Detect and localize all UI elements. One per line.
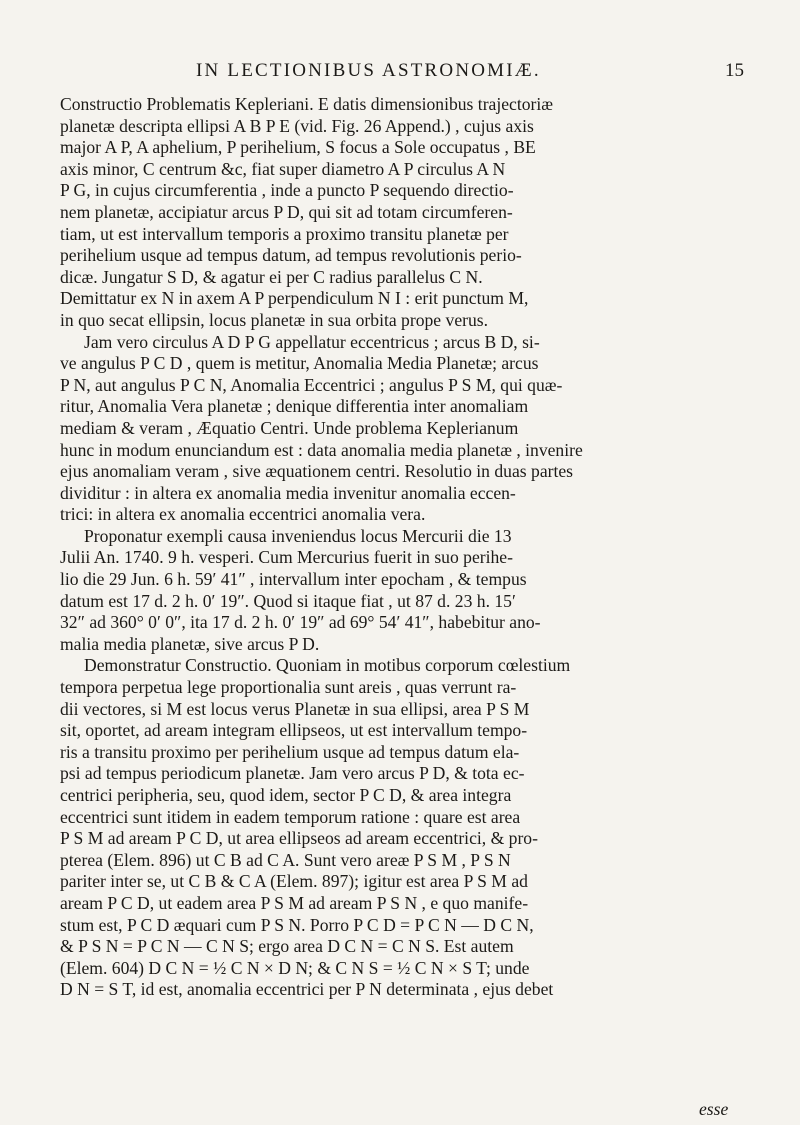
body-text — [60, 94, 760, 1001]
text-line: dii vectores, si M est locus verus Planetæ in sua ellipsi, area P S M — [60, 698, 530, 719]
text-line: P N, aut angulus P C N, Anomalia Eccentrici ; angulus P S M, qui quæ- — [60, 374, 563, 395]
text-line: eccentrici sunt itidem in eadem temporum ratione : quare est area — [60, 806, 521, 827]
page-header — [0, 60, 800, 90]
text-line: dicæ. Jungatur S D, & agatur ei per C radius parallelus C N. — [60, 266, 483, 287]
page-number: 15 — [725, 60, 744, 81]
text-line: trici: in altera ex anomalia eccentrici anomalia vera. — [60, 504, 426, 525]
text-line: (Elem. 604) D C N = ½ C N × D N; & C N S = ½ C N × S T; unde — [60, 957, 530, 978]
text-line: tiam, ut est intervallum temporis a proximo transitu planetæ per — [60, 223, 509, 244]
text-line: Jam vero circulus A D P G appellatur eccentricus ; arcus B D, si- — [84, 331, 540, 352]
text-line: axis minor, C centrum &c, fiat super diametro A P circulus A N — [60, 158, 506, 179]
text-line: D N = S T, id est, anomalia eccentrici per P N determinata , ejus debet — [60, 979, 554, 1000]
text-line: lio die 29 Jun. 6 h. 59′ 41″ , intervallum inter epocham , & tempus — [60, 569, 527, 590]
text-line: centrici peripheria, seu, quod idem, sector P C D, & area integra — [60, 785, 512, 805]
text-line: Proponatur exempli causa inveniendus locus Mercurii die 13 — [84, 525, 512, 546]
text-line: mediam & veram , Æquatio Centri. Unde problema Keplerianum — [60, 417, 519, 438]
text-line: ris a transitu proximo per perihelium usque ad tempus datum ela- — [60, 741, 520, 762]
text-line: malia media planetæ, sive arcus P D. — [60, 633, 320, 654]
text-line: sit, oportet, ad aream integram ellipseos, ut est intervallum tempo- — [60, 720, 528, 741]
text-line: ritur, Anomalia Vera planetæ ; denique differentia inter anomaliam — [60, 396, 529, 417]
text-line: hunc in modum enunciandum est : data anomalia media planetæ , invenire — [60, 439, 583, 460]
text-line: stum est, P C D æquari cum P S N. Porro P C D = P C N — D C N, — [60, 914, 534, 935]
text-line: planetæ descripta ellipsi A B P E (vid. Fig. 26 Append.) , cujus axis — [60, 115, 534, 136]
text-line: pterea (Elem. 896) ut C B ad C A. Sunt vero areæ P S M , P S N — [60, 849, 511, 870]
text-line: psi ad tempus periodicum planetæ. Jam vero arcus P D, & tota ec- — [60, 763, 525, 784]
text-line: & P S N = P C N — C N S; ergo area D C N = C N S. Est autem — [60, 936, 514, 957]
text-line: Julii An. 1740. 9 h. vesperi. Cum Mercurius fuerit in suo perihe- — [60, 547, 513, 568]
text-line: tempora perpetua lege proportionalia sunt areis , quas verrunt ra- — [60, 677, 517, 698]
catchword: esse — [699, 1099, 729, 1119]
text-line: perihelium usque ad tempus datum, ad tempus revolutionis perio- — [60, 245, 522, 266]
text-line: Constructio Problematis Kepleriani. E datis dimensionibus trajectoriæ — [60, 94, 554, 114]
text-line: major A P, A aphelium, P perihelium, S focus a Sole occupatus , BE — [60, 137, 536, 158]
running-title: IN LECTIONIBUS ASTRONOMIÆ. — [196, 60, 541, 81]
text-line: Demonstratur Constructio. Quoniam in motibus corporum cœlestium — [84, 655, 571, 676]
text-line: pariter inter se, ut C B & C A (Elem. 897); igitur est area P S M ad — [60, 871, 528, 892]
text-line: P G, in cujus circumferentia , inde a puncto P sequendo directio- — [60, 180, 514, 201]
text-line: datum est 17 d. 2 h. 0′ 19″. Quod si itaque fiat , ut 87 d. 23 h. 15′ — [60, 590, 516, 611]
text-line: nem planetæ, accipiatur arcus P D, qui sit ad totam circumferen- — [60, 201, 513, 222]
text-line: aream P C D, ut eadem area P S M ad aream P S N , e quo manife- — [60, 892, 529, 913]
text-line: in quo secat ellipsin, locus planetæ in sua orbita prope verus. — [60, 309, 489, 330]
text-line: ve angulus P C D , quem is metitur, Anomalia Media Planetæ; arcus — [60, 353, 539, 374]
text-line: Demittatur ex N in axem A P perpendiculum N I : erit punctum M, — [60, 288, 529, 309]
text-line: 32″ ad 360° 0′ 0″, ita 17 d. 2 h. 0′ 19″ ad 69° 54′ 41″, habebitur ano- — [60, 612, 541, 633]
text-line: dividitur : in altera ex anomalia media invenitur anomalia eccen- — [60, 482, 516, 503]
text-line: ejus anomaliam veram , sive æquationem centri. Resolutio in duas partes — [60, 461, 574, 482]
text-line: P S M ad aream P C D, ut area ellipseos ad aream eccentrici, & pro- — [60, 828, 538, 849]
